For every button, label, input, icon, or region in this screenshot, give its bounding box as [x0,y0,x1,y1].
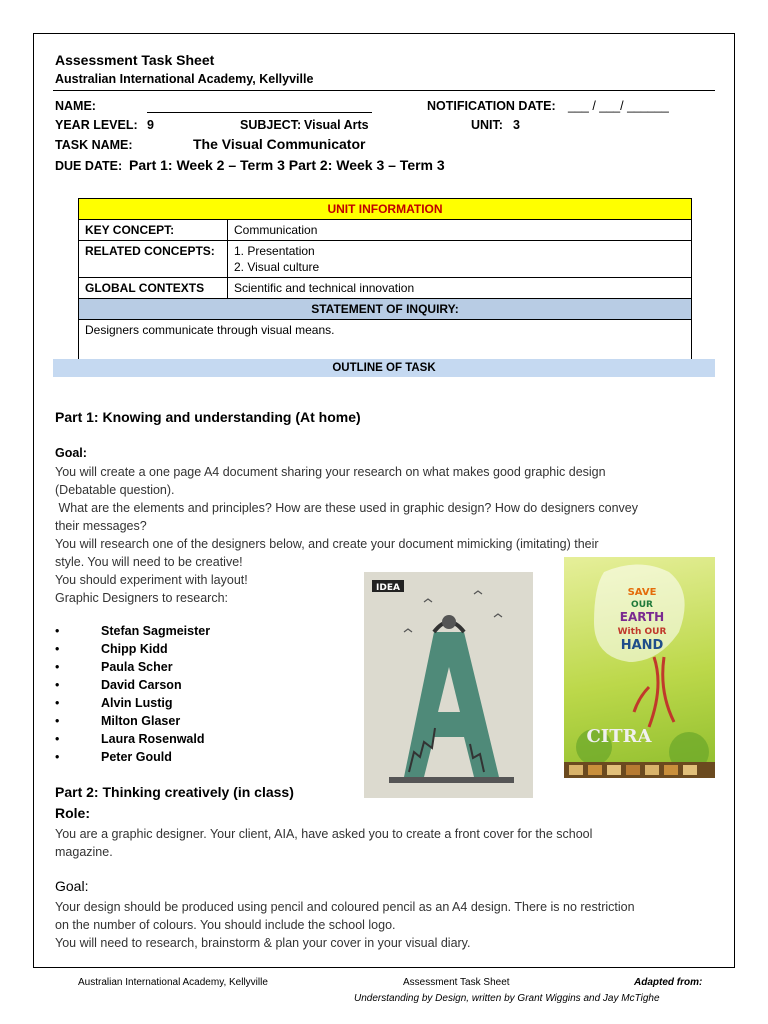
list-item: • Milton Glaser [55,712,210,730]
text-line: You will create a one page A4 document sharing your research on what makes good graphic design [55,465,606,479]
text-line: Graphic Designers to research: [55,591,228,605]
designer-list [55,622,210,766]
task-name-value: The Visual Communicator [193,136,366,152]
text-line: You should experiment with layout! [55,573,248,587]
part2-role-label: Role: [55,805,90,821]
poster-word: SAVE [627,587,657,598]
related-concept-1: 1. Presentation [234,244,315,258]
text-line: What are the elements and principles? How are these used in graphic design? How do designers convey [55,501,638,515]
footer-school: Australian International Academy, Kellyville [78,977,268,988]
poster-word: EARTH [619,610,665,624]
text-line: (Debatable question). [55,483,175,497]
subject-value: Visual Arts [304,118,369,132]
footer-sheet: Assessment Task Sheet [403,977,510,988]
key-concept-label: KEY CONCEPT: [79,220,228,241]
list-item: • Paula Scher [55,658,210,676]
related-concepts-label: RELATED CONCEPTS: [79,241,228,278]
list-item: • Peter Gould [55,748,210,766]
letter-a-illustration [364,572,533,798]
task-name-label: TASK NAME: [55,138,133,152]
header-divider [53,90,715,91]
part2-role-text [55,825,592,861]
due-date-value: Part 1: Week 2 – Term 3 Part 2: Week 3 – Term 3 [129,157,445,173]
unit-information-table [78,198,692,364]
list-item: • Chipp Kidd [55,640,210,658]
idea-logo: IDEA [376,583,400,593]
footer-adapted: Adapted from: [634,977,703,988]
text-line: style. You will need to be creative! [55,555,243,569]
part1-goal-text [55,463,638,607]
school-name: Australian International Academy, Kellyville [55,72,314,86]
unit-label: UNIT: [471,118,503,132]
unit-value: 3 [513,118,520,132]
poster-title: CITRA [586,726,652,747]
list-item: • Laura Rosenwald [55,730,210,748]
statement-of-inquiry-heading: STATEMENT OF INQUIRY: [79,299,692,320]
key-concept-value: Communication [228,220,692,241]
poster-word: With OUR [617,627,667,637]
subject-label: SUBJECT: [240,118,302,132]
global-contexts-label: GLOBAL CONTEXTS [79,278,228,299]
list-item: • Stefan Sagmeister [55,622,210,640]
save-our-earth-illustration [564,557,715,778]
text-line: You are a graphic designer. Your client, AIA, have asked you to create a front cover for the school [55,827,593,841]
related-concept-2: 2. Visual culture [234,260,320,274]
statement-of-inquiry-value: Designers communicate through visual means. [79,320,692,364]
footer-credit: Understanding by Design, written by Grant Wiggins and Jay McTighe [354,993,660,1004]
part2-goal-label: Goal: [55,878,89,894]
name-field[interactable] [147,112,372,113]
part2-heading: Part 2: Thinking creatively (in class) [55,784,294,800]
text-line: You will research one of the designers below, and create your document mimicking (imitating) their [55,537,599,551]
poster-word: HAND [620,638,664,653]
poster-word: OUR [631,600,653,610]
document-title: Assessment Task Sheet [55,52,215,68]
list-item: • David Carson [55,676,210,694]
related-concepts-value [228,241,692,278]
due-date-label: DUE DATE: [55,159,123,173]
part2-goal-text [55,898,635,952]
citra-poster-image [564,557,715,778]
global-contexts-value: Scientific and technical innovation [228,278,692,299]
list-item: • Alvin Lustig [55,694,210,712]
year-level-value: 9 [147,118,154,132]
notification-date-label: NOTIFICATION DATE: [427,99,556,113]
part1-goal-label: Goal: [55,446,87,460]
outline-of-task-bar: OUTLINE OF TASK [53,359,715,377]
notification-date-field[interactable]: ___ / ___/ ______ [568,99,669,113]
year-level-label: YEAR LEVEL: [55,118,138,132]
idea-poster-image [364,572,533,798]
name-label: NAME: [55,99,96,113]
part1-heading: Part 1: Knowing and understanding (At home) [55,409,361,425]
text-line: Your design should be produced using pencil and coloured pencil as an A4 design. There is no restriction [55,900,635,914]
text-line: on the number of colours. You should include the school logo. [55,918,396,932]
text-line: magazine. [55,845,113,859]
text-line: You will need to research, brainstorm & plan your cover in your visual diary. [55,936,471,950]
unit-information-heading: UNIT INFORMATION [79,199,692,220]
text-line: their messages? [55,519,147,533]
